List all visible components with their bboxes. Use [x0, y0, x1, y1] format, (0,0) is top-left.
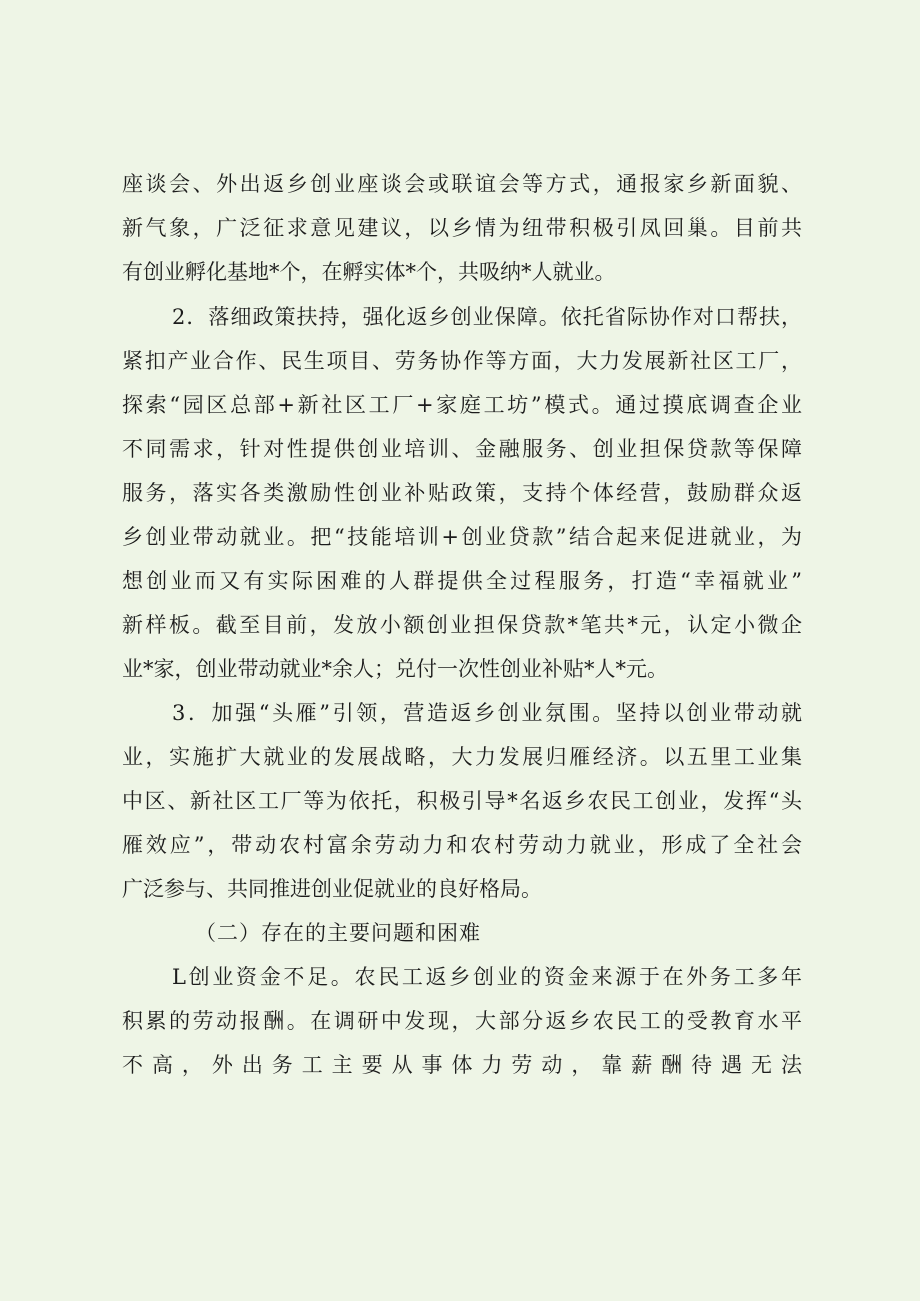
paragraph-line: 积累的劳动报酬。在调研中发现，大部分返乡农民工的受教育水平 [122, 1009, 802, 1033]
section-heading: （二）存在的主要问题和困难 [195, 921, 481, 945]
paragraph-line: 紧扣产业合作、民生项目、劳务协作等方面，大力发展新社区工厂， [122, 349, 802, 373]
paragraph-line: 新气象，广泛征求意见建议，以乡情为纽带积极引凤回巢。目前共 [122, 216, 802, 240]
paragraph-line: 2．落细政策扶持，强化返乡创业保障。依托省际协作对口帮扶， [172, 305, 802, 329]
paragraph-line: 探索“园区总部+新社区工厂+家庭工坊”模式。通过摸底调查企业 [122, 393, 802, 417]
paragraph-line: 新样板。截至目前，发放小额创业担保贷款*笔共*元，认定小微企 [122, 613, 802, 637]
paragraph-line: 座谈会、外出返乡创业座谈会或联谊会等方式，通报家乡新面貌、 [122, 172, 802, 196]
paragraph-line: 业*家，创业带动就业*余人；兑付一次性创业补贴*人*元。 [122, 657, 668, 681]
paragraph-line: L创业资金不足。农民工返乡创业的资金来源于在外务工多年 [172, 965, 802, 989]
paragraph-line: 3．加强“头雁”引领，营造返乡创业氛围。坚持以创业带动就 [172, 701, 802, 725]
paragraph-line: 不同需求，针对性提供创业培训、金融服务、创业担保贷款等保障 [122, 437, 802, 461]
paragraph-line: 有创业孵化基地*个，在孵实体*个，共吸纳*人就业。 [122, 260, 616, 284]
paragraph-line: 广泛参与、共同推进创业促就业的良好格局。 [122, 877, 542, 901]
paragraph-line: 想创业而又有实际困难的人群提供全过程服务，打造“幸福就业” [122, 569, 802, 593]
paragraph-line: 雁效应”，带动农村富余劳动力和农村劳动力就业，形成了全社会 [122, 833, 802, 857]
paragraph-line: 服务，落实各类激励性创业补贴政策，支持个体经营，鼓励群众返 [122, 481, 802, 505]
paragraph-line: 乡创业带动就业。把“技能培训+创业贷款”结合起来促进就业，为 [122, 525, 802, 549]
paragraph-line: 业，实施扩大就业的发展战略，大力发展归雁经济。以五里工业集 [122, 745, 802, 769]
paragraph-line: 中区、新社区工厂等为依托，积极引导*名返乡农民工创业，发挥“头 [122, 789, 802, 813]
paragraph-line: 不高，外出务工主要从事体力劳动，靠薪酬待遇无法 [122, 1053, 802, 1077]
